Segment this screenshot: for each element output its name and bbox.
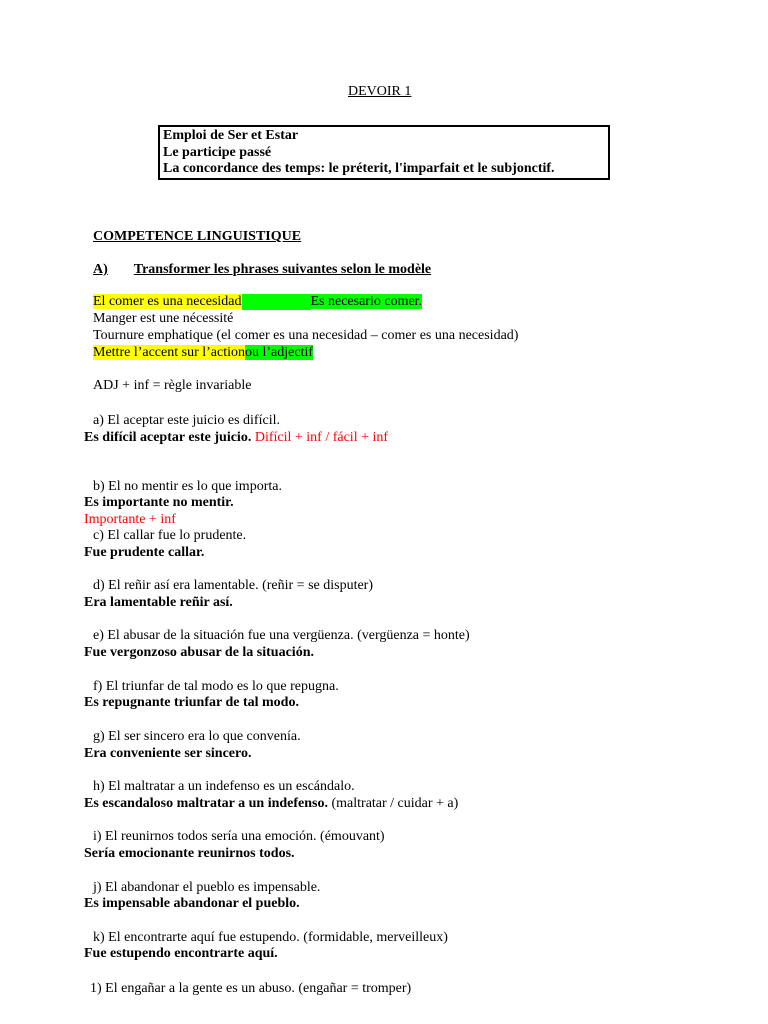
- exercise-prompt: h) El maltratar a un indefenso es un escándalo.: [93, 779, 355, 794]
- exercise-prompt: f) El triunfar de tal modo es lo que repugna.: [93, 679, 339, 694]
- exercise-answer: Fue vergonzoso abusar de la situación.: [84, 645, 314, 660]
- exercise-answer: Fue estupendo encontrarte aquí.: [84, 946, 278, 961]
- topic-line: La concordance des temps: le préterit, l'imparfait et le subjonctif.: [163, 161, 555, 176]
- exercise-answer-line: [84, 796, 458, 812]
- exercise-prompt: i) El reunirnos todos sería una emoción. (émouvant): [93, 829, 385, 844]
- exercise-answer: Es repugnante triunfar de tal modo.: [84, 695, 299, 710]
- topics-box: [158, 125, 610, 180]
- model-emphatic: Tournure emphatique (el comer es una necesidad – comer es una necesidad): [93, 328, 519, 343]
- part-a-heading: [93, 262, 431, 278]
- model-fr-translation: Manger est une nécessité: [93, 311, 234, 326]
- exercise-answer-line: [84, 430, 388, 446]
- exercise-prompt: 1) El engañar a la gente es un abuso. (engañar = tromper): [90, 981, 412, 996]
- model-es-answer: Es necesario comer.: [310, 294, 423, 309]
- exercise-note: Difícil + inf / fácil + inf: [254, 430, 389, 445]
- exercise-prompt: g) El ser sincero era lo que convenía.: [93, 729, 301, 744]
- exercise-prompt: e) El abusar de la situación fue una vergüenza. (vergüenza = honte): [93, 628, 470, 643]
- exercise-answer: Es impensable abandonar el pueblo.: [84, 896, 300, 911]
- exercise-answer: Es escandaloso maltratar a un indefenso.: [84, 796, 328, 811]
- exercise-answer: Era conveniente ser sincero.: [84, 746, 252, 761]
- exercise-prompt: a) El aceptar este juicio es difícil.: [93, 413, 280, 428]
- page-title: DEVOIR 1: [348, 84, 412, 99]
- exercise-note: Importante + inf: [84, 512, 176, 527]
- exercise-answer: Fue prudente callar.: [84, 545, 205, 560]
- model-sentence-line: [93, 294, 422, 310]
- exercise-prompt: d) El reñir así era lamentable. (reñir = se disputer): [93, 578, 373, 593]
- exercise-answer: Sería emocionante reunirnos todos.: [84, 846, 295, 861]
- section-heading: COMPETENCE LINGUISTIQUE: [93, 229, 302, 244]
- exercise-answer: Era lamentable reñir así.: [84, 595, 233, 610]
- green-highlight-gap: [242, 294, 311, 310]
- accent-adjective: ou l’adjectif: [244, 345, 314, 360]
- accent-action: Mettre l’accent sur l’action: [93, 345, 245, 360]
- exercise-prompt: b) El no mentir es lo que importa.: [93, 479, 282, 494]
- topic-line: Le participe passé: [163, 145, 272, 160]
- model-accent-line: [93, 345, 313, 361]
- exercise-answer: Es difícil aceptar este juicio.: [84, 430, 252, 445]
- exercise-prompt: j) El abandonar el pueblo es impensable.: [93, 880, 321, 895]
- part-a-instruction: Transformer les phrases suivantes selon le modèle: [133, 262, 432, 277]
- topic-line: Emploi de Ser et Estar: [163, 128, 299, 143]
- part-a-label: A): [93, 262, 108, 277]
- exercise-prompt: k) El encontrarte aquí fue estupendo. (formidable, merveilleux): [93, 930, 448, 945]
- rule-line: ADJ + inf = règle invariable: [93, 378, 252, 393]
- model-es-sentence: El comer es una necesidad: [93, 294, 242, 309]
- exercise-answer: Es importante no mentir.: [84, 495, 234, 510]
- exercise-prompt: c) El callar fue lo prudente.: [93, 528, 247, 543]
- exercise-answer-note: (maltratar / cuidar + a): [331, 796, 459, 811]
